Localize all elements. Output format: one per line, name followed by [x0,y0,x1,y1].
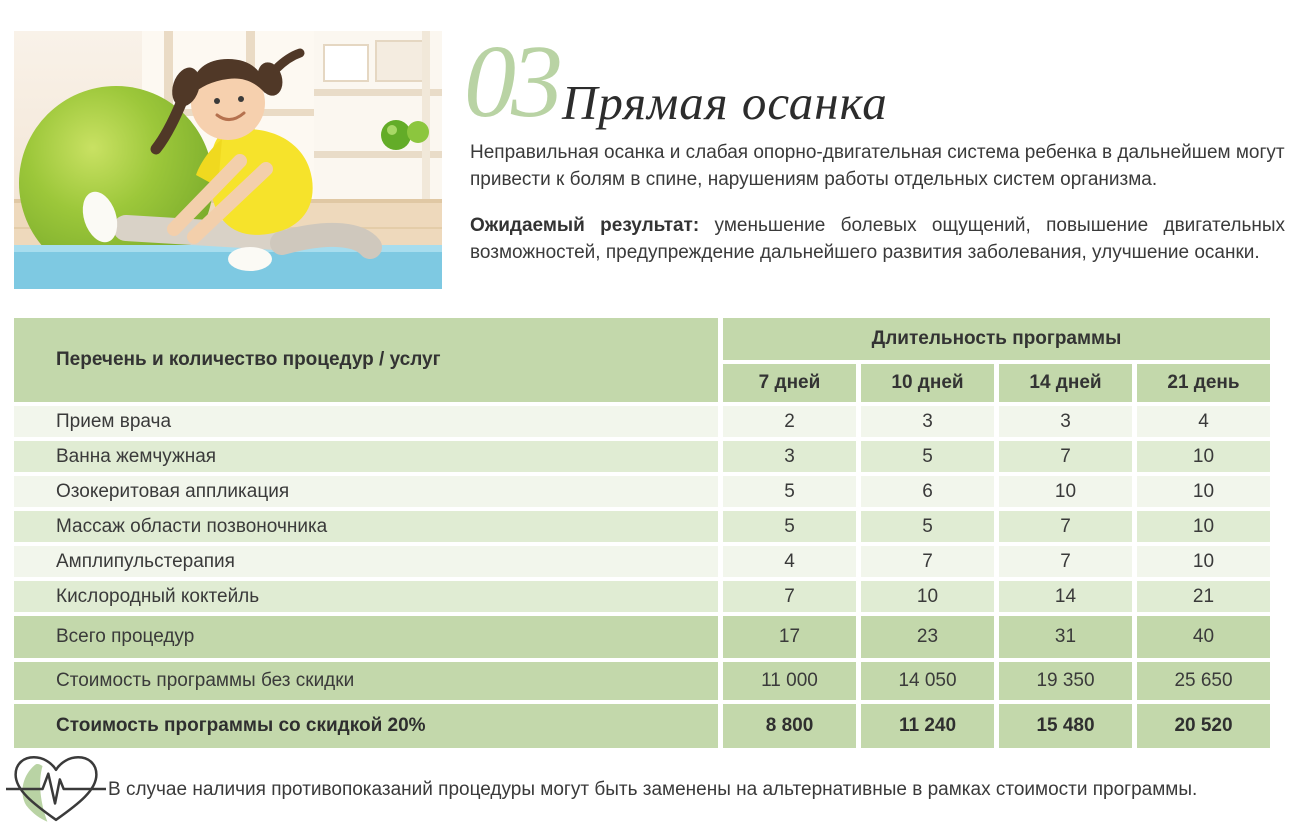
table-header-procedures: Перечень и количество процедур / услуг [14,318,718,402]
table-cell: 2 [723,406,856,437]
table-cell: 5 [723,476,856,507]
table-header-14-days: 14 дней [999,364,1132,402]
heart-pulse-icon [6,752,106,828]
table-header-duration: Длительность программы [723,318,1270,360]
table-cell: 14 050 [861,662,994,700]
table-cell: 5 [723,511,856,542]
table-cell: 20 520 [1137,704,1270,748]
expected-result-text: уменьшение болевых ощущений, повышение двигательных возможностей, предупреждение дальнейшего развития заболевания, улучшение осанки. [470,215,1286,263]
table-cell: 7 [999,441,1132,472]
table-cell: 10 [1137,511,1270,542]
table-cell: 7 [999,511,1132,542]
table-cell: 31 [999,616,1132,658]
photo-child-stretching [14,31,442,289]
table-cell: 40 [1137,616,1270,658]
table-cell: 23 [861,616,994,658]
table-cell: 5 [861,511,994,542]
table-cell: 10 [999,476,1132,507]
table-cell: 5 [861,441,994,472]
row-label-price-no-discount: Стоимость программы без скидки [14,662,718,700]
row-label-total-procedures: Всего процедур [14,616,718,658]
table-cell: 8 800 [723,704,856,748]
table-header-21-days: 21 день [1137,364,1270,402]
footnote [6,752,1197,828]
section-number: 03 [464,24,558,139]
photo-illustration [14,31,442,289]
table-cell: 3 [861,406,994,437]
table-cell: 25 650 [1137,662,1270,700]
row-label-doctor-visit: Прием врача [14,406,718,437]
table-cell: 7 [999,546,1132,577]
row-label-ozokerite: Озокеритовая аппликация [14,476,718,507]
row-label-amplipulse: Амплипульстерапия [14,546,718,577]
table-cell: 7 [861,546,994,577]
row-label-oxygen-cocktail: Кислородный коктейль [14,581,718,612]
table-cell: 4 [723,546,856,577]
row-label-price-with-discount: Стоимость программы со скидкой 20% [14,704,718,748]
table-cell: 14 [999,581,1132,612]
table-cell: 6 [861,476,994,507]
table-cell: 10 [1137,546,1270,577]
table-cell: 21 [1137,581,1270,612]
row-label-pearl-bath: Ванна жемчужная [14,441,718,472]
intro-paragraph: Неправильная осанка и слабая опорно-двигательная система ребенка в дальнейшем могут привести к болям в спине, нарушениям работы отдельных систем организма. [470,142,1285,190]
table-cell: 17 [723,616,856,658]
table-cell: 19 350 [999,662,1132,700]
footnote-text: В случае наличия противопоказаний процедуры могут быть заменены на альтернативные в рамках стоимости программы. [108,779,1198,800]
page-title: Прямая осанка [562,75,888,130]
table-header-7-days: 7 дней [723,364,856,402]
expected-result-paragraph [470,213,1285,267]
table-cell: 10 [1137,441,1270,472]
table-cell: 3 [723,441,856,472]
row-label-spine-massage: Массаж области позвоночника [14,511,718,542]
table-header-10-days: 10 дней [861,364,994,402]
table-cell: 11 240 [861,704,994,748]
price-table [14,318,1270,748]
expected-result-label: Ожидаемый результат: [470,215,700,236]
table-cell: 7 [723,581,856,612]
table-cell: 11 000 [723,662,856,700]
table-cell: 4 [1137,406,1270,437]
table-cell: 3 [999,406,1132,437]
table-cell: 10 [1137,476,1270,507]
table-cell: 10 [861,581,994,612]
table-cell: 15 480 [999,704,1132,748]
